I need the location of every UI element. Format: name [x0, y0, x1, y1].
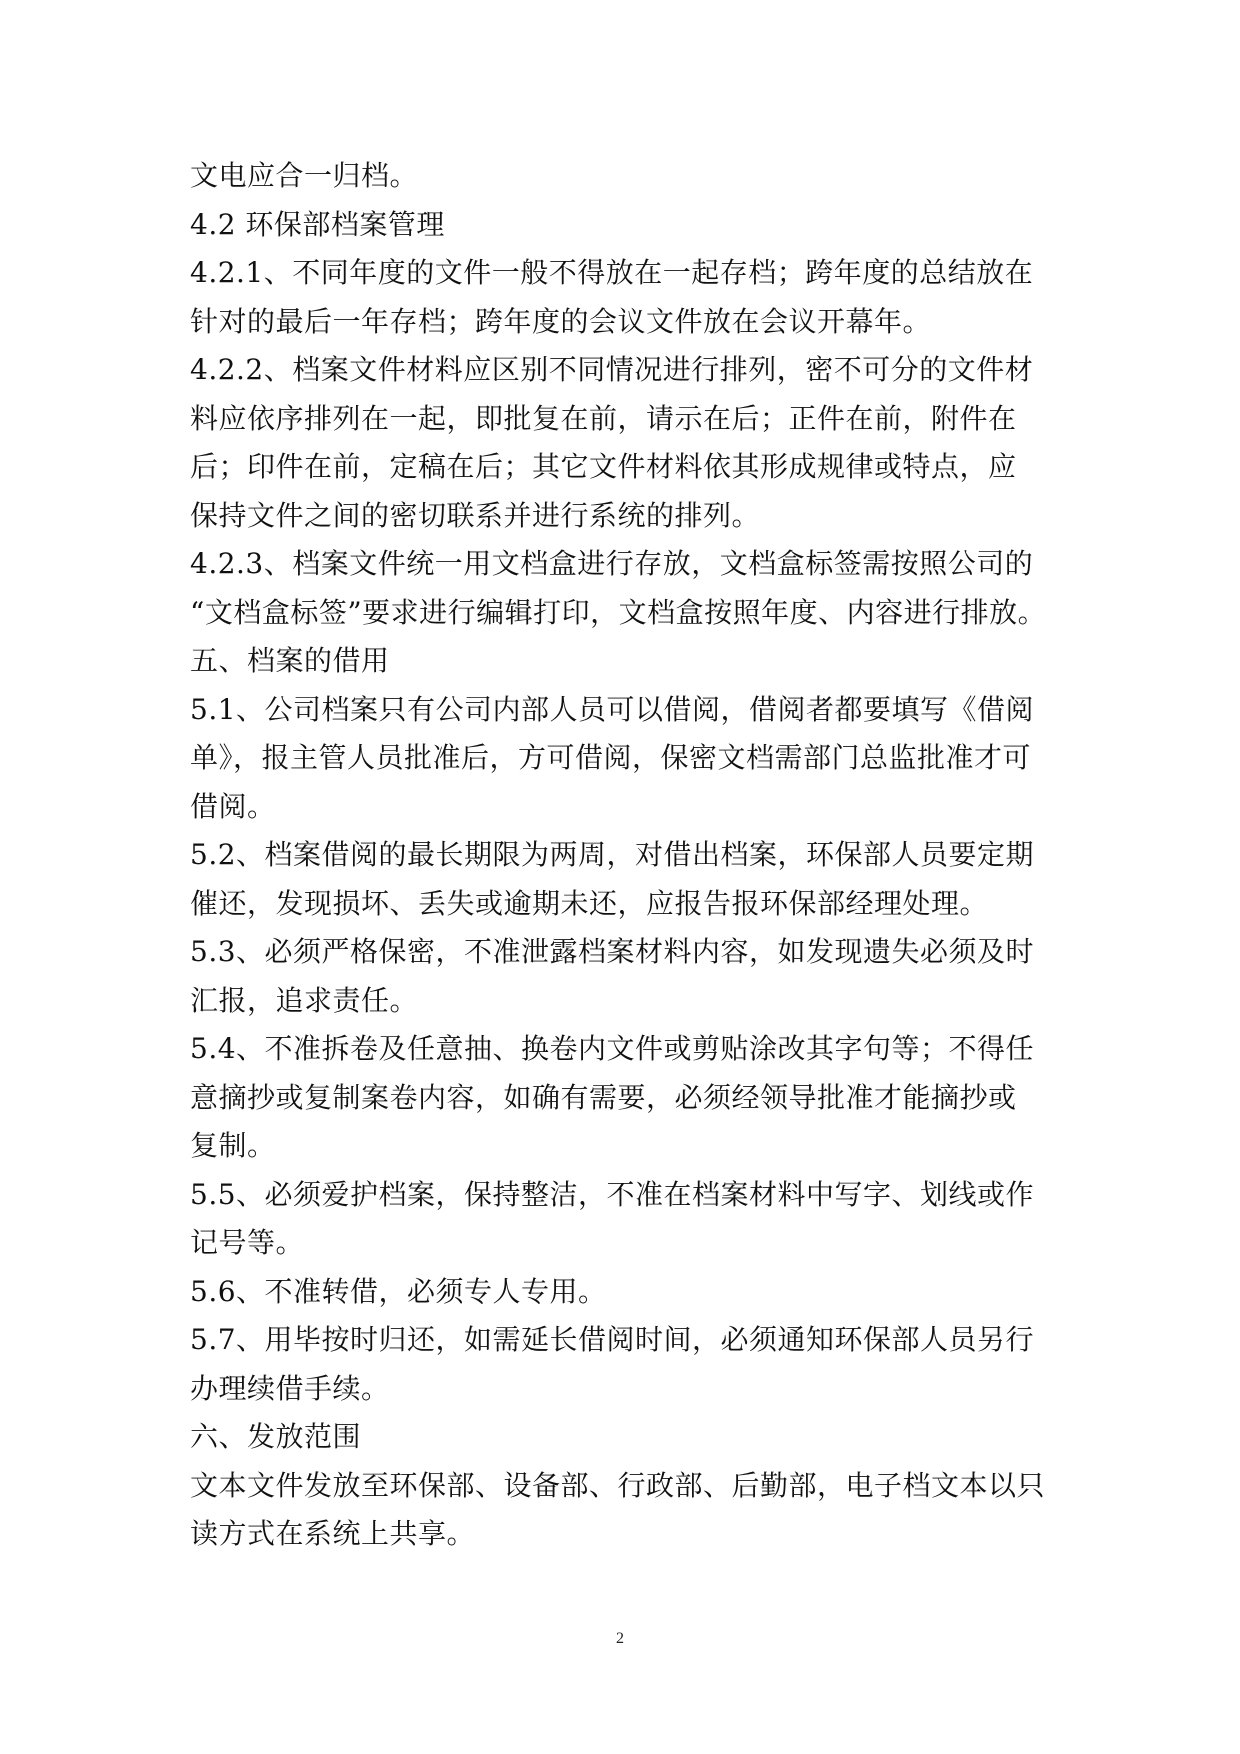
text-line: 文本文件发放至环保部、设备部、行政部、后勤部，电子档文本以只 [190, 1468, 1046, 1502]
text-line: 催还，发现损坏、丢失或逾期未还，应报告报环保部经理处理。 [190, 886, 989, 920]
text-line: 借阅。 [190, 789, 276, 823]
text-line: 5.2、档案借阅的最长期限为两周，对借出档案，环保部人员要定期 [190, 838, 1035, 871]
text-line: 汇报，追求责任。 [190, 983, 419, 1017]
text-line: 料应依序排列在一起，即批复在前，请示在后；正件在前，附件在 [190, 401, 1017, 435]
text-line: 后；印件在前，定稿在后；其它文件材料依其形成规律或特点，应 [190, 450, 1017, 483]
section-heading: 4.2 环保部档案管理 [190, 207, 445, 241]
text-line: 4.2.3、档案文件统一用文档盒进行存放，文档盒标签需按照公司的 [190, 547, 1034, 580]
text-line: 5.1、公司档案只有公司内部人员可以借阅，借阅者都要填写《借阅 [190, 692, 1035, 726]
text-line: 意摘抄或复制案卷内容，如确有需要，必须经领导批准才能摘抄或 [190, 1080, 1017, 1114]
text-line: 复制。 [190, 1129, 276, 1162]
page-number: 2 [616, 1630, 624, 1647]
section-heading: 六、发放范围 [190, 1420, 362, 1453]
text-line: 4.2.2、档案文件材料应区别不同情况进行排列，密不可分的文件材 [190, 353, 1034, 386]
text-line: 保持文件之间的密切联系并进行系统的排列。 [190, 498, 761, 532]
text-line: 文电应合一归档。 [190, 159, 419, 192]
document-body [190, 152, 1070, 1559]
text-line: 5.6、不准转借，必须专人专用。 [190, 1274, 607, 1308]
text-line: “文档盒标签”要求进行编辑打印，文档盒按照年度、内容进行排放。 [190, 595, 1047, 629]
text-line: 办理续借手续。 [190, 1371, 390, 1405]
text-line: 记号等。 [190, 1226, 305, 1259]
text-line: 5.5、必须爱护档案，保持整洁，不准在档案材料中写字、划线或作 [190, 1177, 1035, 1211]
text-line: 针对的最后一年存档；跨年度的会议文件放在会议开幕年。 [190, 304, 932, 338]
text-line: 4.2.1、不同年度的文件一般不得放在一起存档；跨年度的总结放在 [190, 256, 1034, 289]
text-line: 5.4、不准拆卷及任意抽、换卷内文件或剪贴涂改其字句等；不得任 [190, 1032, 1035, 1065]
text-line: 单》，报主管人员批准后，方可借阅，保密文档需部门总监批准才可 [190, 741, 1032, 774]
text-line: 5.3、必须严格保密，不准泄露档案材料内容，如发现遗失必须及时 [190, 935, 1035, 968]
section-heading: 五、档案的借用 [190, 644, 390, 677]
text-line: 读方式在系统上共享。 [190, 1517, 476, 1550]
text-line: 5.7、用毕按时归还，如需延长借阅时间，必须通知环保部人员另行 [190, 1323, 1035, 1356]
